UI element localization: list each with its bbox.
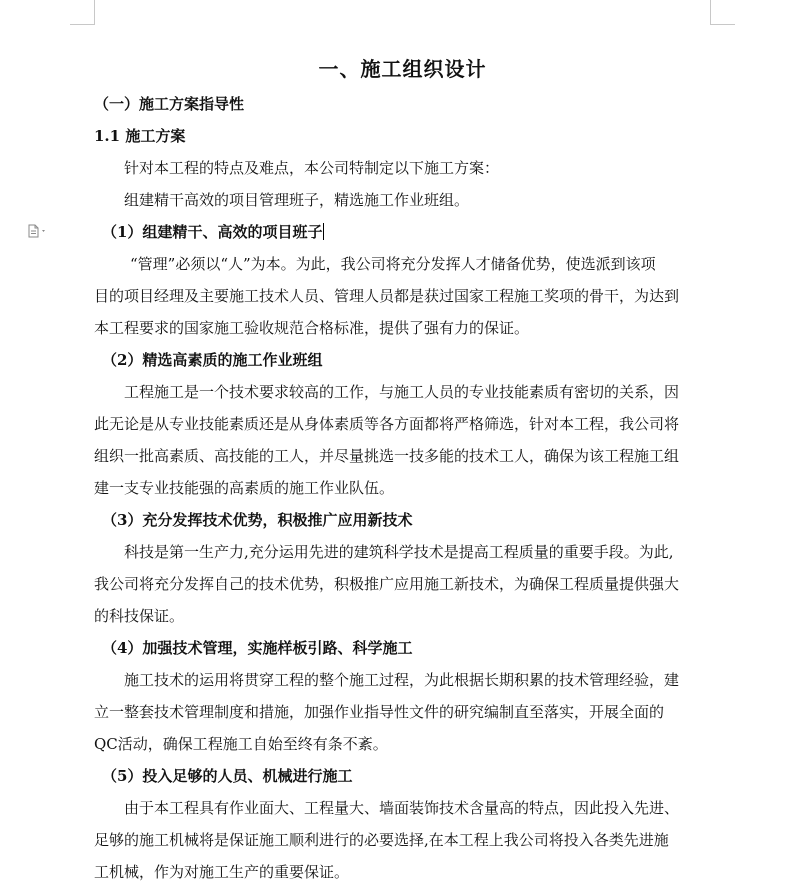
item-heading: （4）加强技术管理，实施样板引路、科学施工 bbox=[102, 639, 413, 657]
crop-mark-top-right bbox=[710, 0, 711, 24]
crop-mark-top-right bbox=[710, 24, 735, 25]
item-heading bbox=[102, 222, 324, 242]
item-heading-text: （1）组建精干、高效的项目班子 bbox=[102, 223, 323, 241]
body-line: 由于本工程具有作业面大、工程量大、墙面装饰技术含量高的特点，因此投入先进、 bbox=[124, 799, 680, 817]
body-line: 工机械，作为对施工生产的重要保证。 bbox=[94, 863, 350, 881]
body-line: QC活动，确保工程施工自始至终有条不紊。 bbox=[94, 735, 388, 753]
body-line: 此无论是从专业技能素质还是从身体素质等各方面都将严格筛选，针对本工程，我公司将 bbox=[94, 415, 680, 433]
intro-line: 针对本工程的特点及难点，本公司特制定以下施工方案： bbox=[124, 159, 500, 177]
intro-line: 组建精干高效的项目管理班子，精选施工作业班组。 bbox=[124, 191, 470, 209]
crop-mark-top-left bbox=[70, 24, 95, 25]
body-line: 足够的施工机械将是保证施工顺利进行的必要选择,在本工程上我公司将投入各类先进施 bbox=[94, 831, 669, 849]
paragraph-doc-icon[interactable] bbox=[27, 223, 49, 237]
body-line: 本工程要求的国家施工验收规范合格标准，提供了强有力的保证。 bbox=[94, 319, 530, 337]
body-line: 的科技保证。 bbox=[94, 607, 185, 625]
subsection-heading: 1.1 施工方案 bbox=[94, 127, 186, 145]
text-cursor bbox=[323, 223, 324, 240]
body-line: 立一整套技术管理制度和措施，加强作业指导性文件的研究编制直至落实，开展全面的 bbox=[94, 703, 665, 721]
page-title: 一、施工组织设计 bbox=[318, 57, 487, 81]
section-heading: （一）施工方案指导性 bbox=[94, 95, 245, 113]
body-line: 我公司将充分发挥自己的技术优势，积极推广应用施工新技术，为确保工程质量提供强大 bbox=[94, 575, 680, 593]
body-line: 组织一批高素质、高技能的工人，并尽量挑选一技多能的技术工人，确保为该工程施工组 bbox=[94, 447, 680, 465]
body-line: 工程施工是一个技术要求较高的工作，与施工人员的专业技能素质有密切的关系，因 bbox=[124, 383, 680, 401]
body-line: 目的项目经理及主要施工技术人员、管理人员都是获过国家工程施工奖项的骨干，为达到 bbox=[94, 287, 680, 305]
item-heading: （3）充分发挥技术优势，积极推广应用新技术 bbox=[102, 511, 413, 529]
body-line: “管理”必须以“人”为本。为此，我公司将充分发挥人才储备优势，使选派到该项 bbox=[130, 255, 656, 273]
body-line: 施工技术的运用将贯穿工程的整个施工过程，为此根据长期积累的技术管理经验，建 bbox=[124, 671, 680, 689]
body-line: 科技是第一生产力,充分运用先进的建筑科学技术是提高工程质量的重要手段。为此, bbox=[124, 543, 674, 561]
body-line: 建一支专业技能强的高素质的施工作业队伍。 bbox=[94, 479, 395, 497]
crop-mark-top-left bbox=[94, 0, 95, 24]
item-heading: （2）精选高素质的施工作业班组 bbox=[102, 351, 323, 369]
item-heading: （5）投入足够的人员、机械进行施工 bbox=[102, 767, 353, 785]
